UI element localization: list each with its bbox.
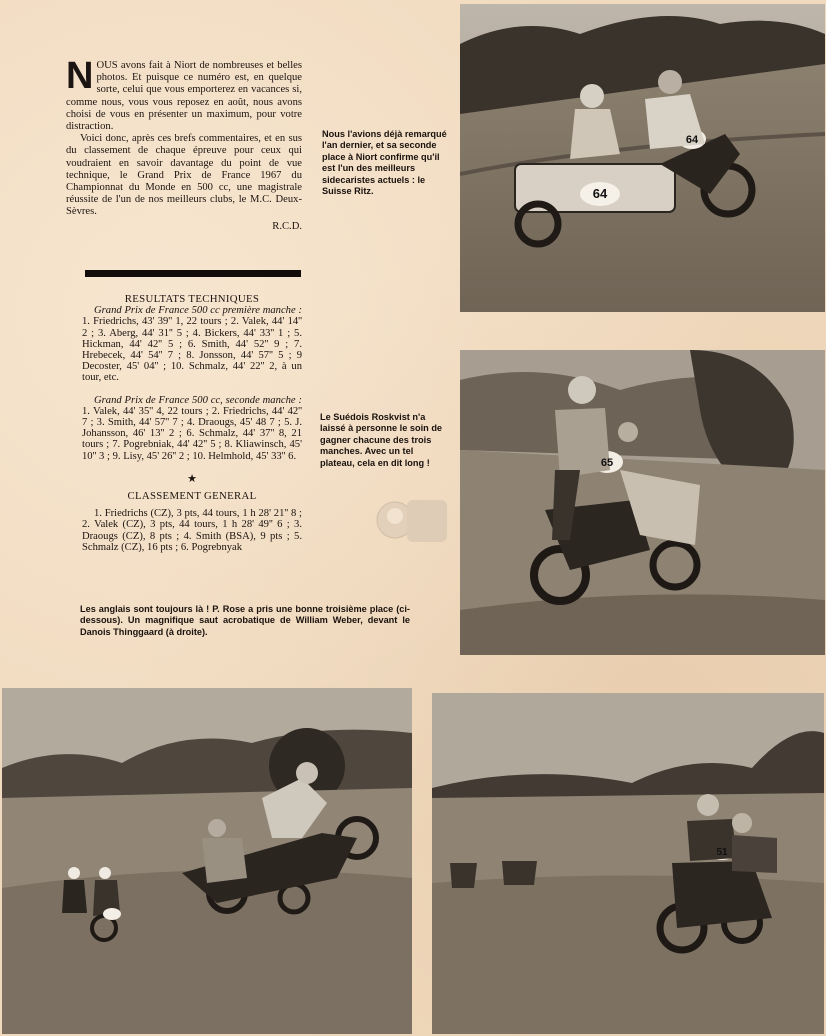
photo-sidecar-roskvist: [460, 350, 825, 655]
watermark-logo: [373, 490, 453, 550]
race1-text: 1. Friedrichs, 43' 39'' 1, 22 tours ; 2. Valek, 44' 14'' 2 ; 3. Aberg, 44' 31'' 5 ; 4. Bickers, 44' 33'' 1 ; 5. Hickman, 44' 42'' 5 ; 6. Smith, 44' 52'' 9 ; 7. Hrebecek, 44' 54'' 7 ; 8. Jonsson, 44' 57'' 5 ; 9 Decoster, 45' 04'' ; 10. Schmalz, 44' 22'' 2, à un tour, etc.: [82, 316, 302, 384]
intro-text: [66, 55, 302, 233]
race1-results: [82, 305, 302, 383]
photo4-race-number: 51: [716, 847, 728, 858]
photo-sidecar-ritz: [460, 4, 825, 312]
caption-photo-2: Le Suédois Roskvist n'a laissé à personne le soin de gagner chacune des trois manches. Avec un tel plateau, cela en dit long !: [320, 412, 443, 468]
race2-results: [82, 395, 302, 462]
photo2-race-number: 65: [600, 457, 614, 469]
caption-photo-1: Nous l'avions déjà remarqué l'an dernier, et sa seconde place à Niort confirme qu'il est l'un des meilleurs sidecaristes actuels : le Suisse Ritz.: [322, 129, 447, 197]
general-results: 1. Friedrichs (CZ), 3 pts, 44 tours, 1 h 28' 21'' 8 ; 2. Valek (CZ), 3 pts, 44 tours, 1 h 28' 49'' 6 ; 3. Draougs (CZ), 8 pts ; 4. Smith (BSA), 9 pts ; 5. Schmalz (CZ), 16 pts ; 6. Pogrebnyak: [82, 508, 302, 553]
intro-paragraph-1: OUS avons fait à Niort de nombreuses et belles photos. Et puisque ce numéro est, en quelque sorte, celui que vous emporterez en vacances si, comme nous, vous vous reposez en août, nous avons choisi de vous en présenter un maximum, pour votre distraction.: [66, 60, 302, 133]
race2-text: 1. Valek, 44' 35'' 4, 22 tours ; 2. Friedrichs, 44' 42'' 7 ; 3. Smith, 44' 57'' 7 ; 4. Draougs, 45' 48 7 ; 5. J. Johansson, 46' 13'' 2 ; 6. Schmalz, 44' 37'' 8, 21 tours ; 7. Pogrebniak, 44' 42'' 5 ; 8. Kliawinsch, 45' 10'' 3 ; 9. Lisy, 45' 26'' 2 ; 10. Helmhold, 45' 33'' 6.: [82, 405, 302, 462]
photo-sidecar-thinggaard: [432, 693, 824, 1034]
photo1-race-number-2: 64: [685, 134, 699, 146]
star-separator: ★: [187, 472, 197, 485]
intro-paragraph-2: Voici donc, après ces brefs commentaires, et en sus du classement de chaque épreuve pour ceux qui voudraient en savoir davantage du point de vue technique, le Grand Prix de France 1967 du Championnat du Monde en 500 cc, une magistrale réussite de l'un de nos meilleurs clubs, le M.C. Deux-Sèvres.: [66, 133, 302, 218]
race1-title: Grand Prix de France 500 cc première manche :: [94, 305, 302, 317]
caption-photo-3: Les anglais sont toujours là ! P. Rose a pris une bonne troisième place (ci-dessous). Un magnifique saut acrobatique de William Weber, devant le Danois Thinggaard (à droite).: [80, 604, 410, 637]
photo1-race-number: 64: [592, 186, 608, 201]
signature: R.C.D.: [272, 220, 302, 232]
race2-title: Grand Prix de France 500 cc, seconde manche :: [94, 394, 302, 406]
results-heading: RESULTATS TECHNIQUES: [124, 293, 260, 305]
general-heading: CLASSEMENT GENERAL: [127, 490, 257, 503]
drop-cap: N: [66, 55, 94, 97]
results-section: [82, 294, 302, 553]
section-divider: [85, 270, 301, 277]
photo-jump-weber: [2, 688, 412, 1034]
